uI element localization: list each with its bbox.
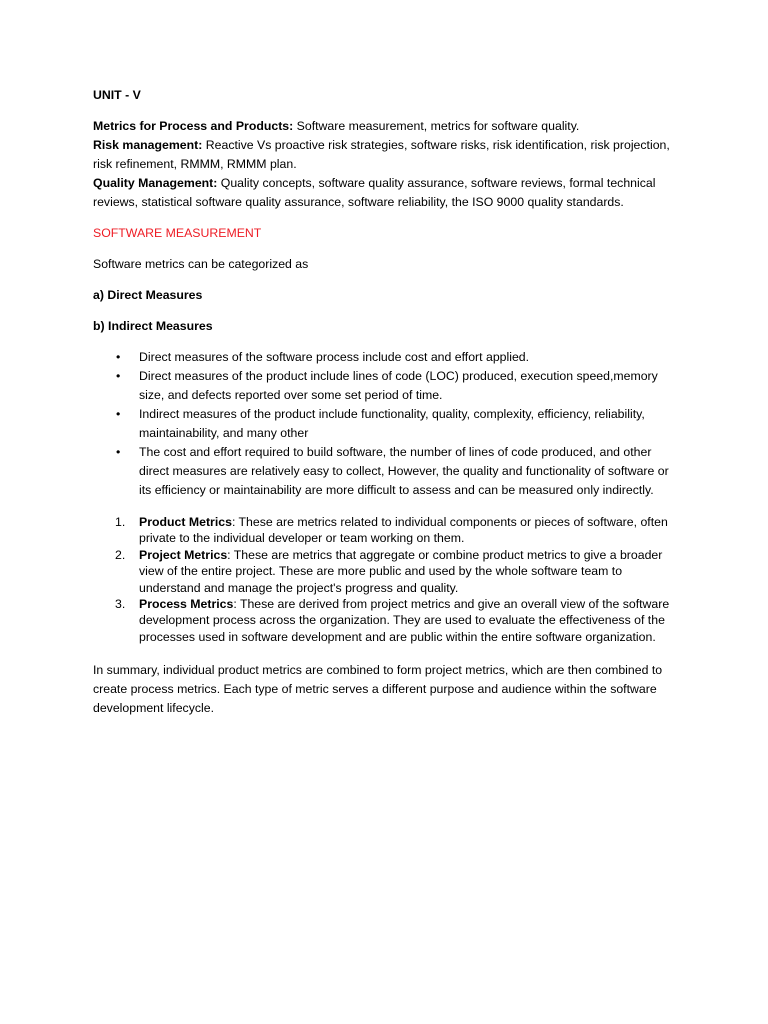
syllabus-metrics-text: Software measurement, metrics for software quality. [293, 119, 580, 133]
list-number: 3. [115, 597, 126, 612]
metrics-numbered-list [93, 514, 683, 645]
metric-label: Process Metrics [139, 597, 234, 612]
list-item-project-metrics [93, 547, 683, 596]
indirect-measures-heading: b) Indirect Measures [93, 319, 213, 333]
metric-text: : These are metrics related to individual components or pieces of software, often private to the individual developer or team working on them. [139, 515, 668, 546]
syllabus-risk-text: Reactive Vs proactive risk strategies, software risks, risk identification, risk projection, risk refinement, RMMM, RMMM plan. [93, 138, 670, 171]
list-item [93, 405, 683, 443]
intro-text: Software metrics can be categorized as [93, 257, 309, 271]
syllabus-quality-label: Quality Management: [93, 176, 218, 190]
bullet-icon: • [116, 407, 121, 421]
measures-bullet-list [93, 348, 683, 500]
syllabus-metrics-label: Metrics for Process and Products: [93, 119, 294, 133]
list-number: 2. [115, 547, 126, 562]
unit-title: UNIT - V [93, 88, 141, 102]
list-item [93, 443, 683, 500]
section-heading: SOFTWARE MEASUREMENT [93, 226, 262, 240]
bullet-icon: • [116, 369, 121, 383]
bullet-text: Direct measures of the product include lines of code (LOC) produced, execution speed,memory size, and defects reported over some set period of time. [139, 369, 658, 402]
syllabus-risk-label: Risk management: [93, 138, 203, 152]
syllabus-risk [93, 136, 683, 174]
list-item [93, 367, 683, 405]
bullet-text: The cost and effort required to build software, the number of lines of code produced, and other direct measures are relatively easy to collect, However, the quality and functionality of software or its efficiency or maintainability are more difficult to assess and can be measured only indirectly. [139, 445, 669, 497]
list-item [93, 348, 683, 367]
bullet-icon: • [116, 350, 121, 364]
list-item-product-metrics [93, 514, 683, 547]
metric-text: : These are metrics that aggregate or combine product metrics to give a broader view of the entire project. These are more public and used by the whole software team to understand and manage the project's progress and quality. [139, 547, 663, 595]
bullet-icon: • [116, 445, 121, 459]
summary-paragraph: In summary, individual product metrics are combined to form project metrics, which are then combined to create process metrics. Each type of metric serves a different purpose and audience within the software development lifecycle. [93, 663, 663, 716]
direct-measures-heading: a) Direct Measures [93, 288, 203, 302]
syllabus-quality-text: Quality concepts, software quality assurance, software reviews, formal technical reviews, statistical software quality assurance, software reliability, the ISO 9000 quality standards. [93, 176, 656, 209]
bullet-text: Indirect measures of the product include functionality, quality, complexity, efficiency, reliability, maintainability, and many other [139, 407, 645, 440]
metric-label: Product Metrics [139, 515, 232, 529]
syllabus-metrics [93, 117, 683, 136]
syllabus-block [93, 117, 683, 212]
list-item-process-metrics [93, 596, 683, 645]
syllabus-quality [93, 174, 683, 212]
metric-label: Project Metrics [139, 547, 228, 562]
document-page [93, 86, 683, 718]
list-number: 1. [115, 515, 126, 529]
metric-text: : These are derived from project metrics and give an overall view of the software development process across the organization. They are used to evaluate the effectiveness of the processes used in software development and are public within the entire software organization. [139, 597, 670, 644]
bullet-text: Direct measures of the software process include cost and effort applied. [139, 350, 530, 364]
